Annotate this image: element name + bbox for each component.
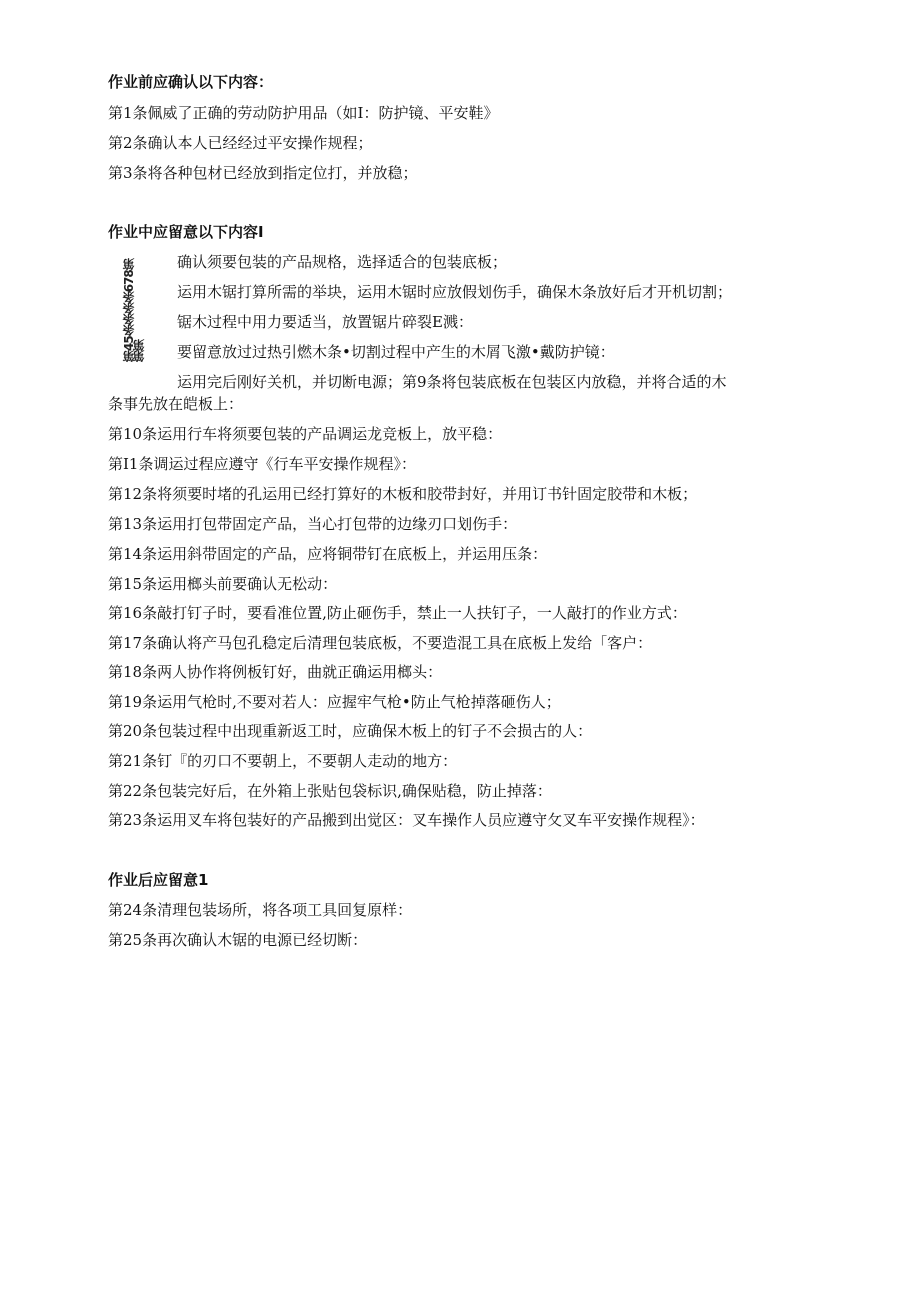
list-item: 运用完后刚好关机，并切断电源；第9条将包装底板在包装区内放稳，并将合适的木	[177, 373, 727, 391]
section-heading-after-work: 作业后应留意1	[108, 871, 209, 889]
list-item: 第19条运用气枪时,不要对若人：应握牢气枪•防止气枪掉落砸伤人；	[108, 693, 561, 711]
list-item: 第1条佩威了正确的劳动防护用品（如I：防护镜、平安鞋》	[108, 104, 499, 122]
list-item: 第17条确认将产马包孔稳定后清理包装底板，不要造混工具在底板上发给「客户：	[108, 634, 653, 652]
list-item: 第16条敲打钉子时，要看准位置,防止砸伤手，禁止一人扶钉子，一人敲打的作业方式：	[108, 604, 687, 622]
list-item-continuation: 条事先放在皑板上：	[108, 395, 244, 413]
list-item: 第20条包装过程中出现重新返工时，应确保木板上的钉子不会损古的人：	[108, 722, 593, 740]
list-item: 运用木锯打算所需的举块，运用木锯时应放假划伤手，确保木条放好后才开机切割；	[177, 283, 733, 301]
list-item: 第13条运用打包带固定产品，当心打包带的边缘刃口划伤手：	[108, 515, 518, 533]
list-item: 第3条将各种包材已经放到指定位打，并放稳；	[108, 164, 418, 182]
list-item: 第18条两人协作将例板钉好，曲就正确运用榔头：	[108, 663, 443, 681]
list-item: 锯木过程中用力要适当，放置锯片碎裂E溅：	[177, 313, 473, 331]
list-item: 第2条确认本人已经经过平安操作规程；	[108, 134, 373, 152]
list-item: 确认须要包装的产品规格，选择适合的包装底板；	[177, 253, 508, 271]
list-item: 第21条钉『的刃口不要朝上，不要朝人走动的地方：	[108, 752, 458, 770]
section-heading-during-work: 作业中应留意以下内容I	[108, 223, 264, 241]
list-item: 第14条运用斜带固定的产品，应将铜带钉在底板上，并运用压条：	[108, 545, 548, 563]
list-item: 第I1条调运过程应遵守《行车平安操作规程》：	[108, 455, 416, 473]
list-item: 第15条运用榔头前要确认无松动：	[108, 575, 338, 593]
list-item: 第23条运用叉车将包装好的产品搬到出觉区：叉车操作人员应遵守攵叉车平安操作规程》：	[108, 811, 705, 829]
list-item: 要留意放过过热引燃木条•切割过程中产生的木屑飞激•戴防护镜：	[177, 343, 615, 361]
list-item: 第22条包装完好后，在外箱上张贴包袋标识,确保贴稳，防止掉落：	[108, 782, 552, 800]
list-item: 第12条将须要时堵的孔运用已经打算好的木板和胶带封好，并用订书针固定胶带和木板；	[108, 485, 698, 503]
list-item: 第10条运用行车将须要包装的产品调运龙竞板上，放平稳：	[108, 425, 503, 443]
section-heading-before-work: 作业前应确认以下内容：	[108, 73, 274, 91]
list-item: 第25条再次确认木锯的电源已经切断：	[108, 931, 368, 949]
garbled-vertical-label: 第45条条条条678第第第	[122, 259, 146, 362]
list-item: 第24条清理包装场所，将各项工具回复原样：	[108, 901, 413, 919]
